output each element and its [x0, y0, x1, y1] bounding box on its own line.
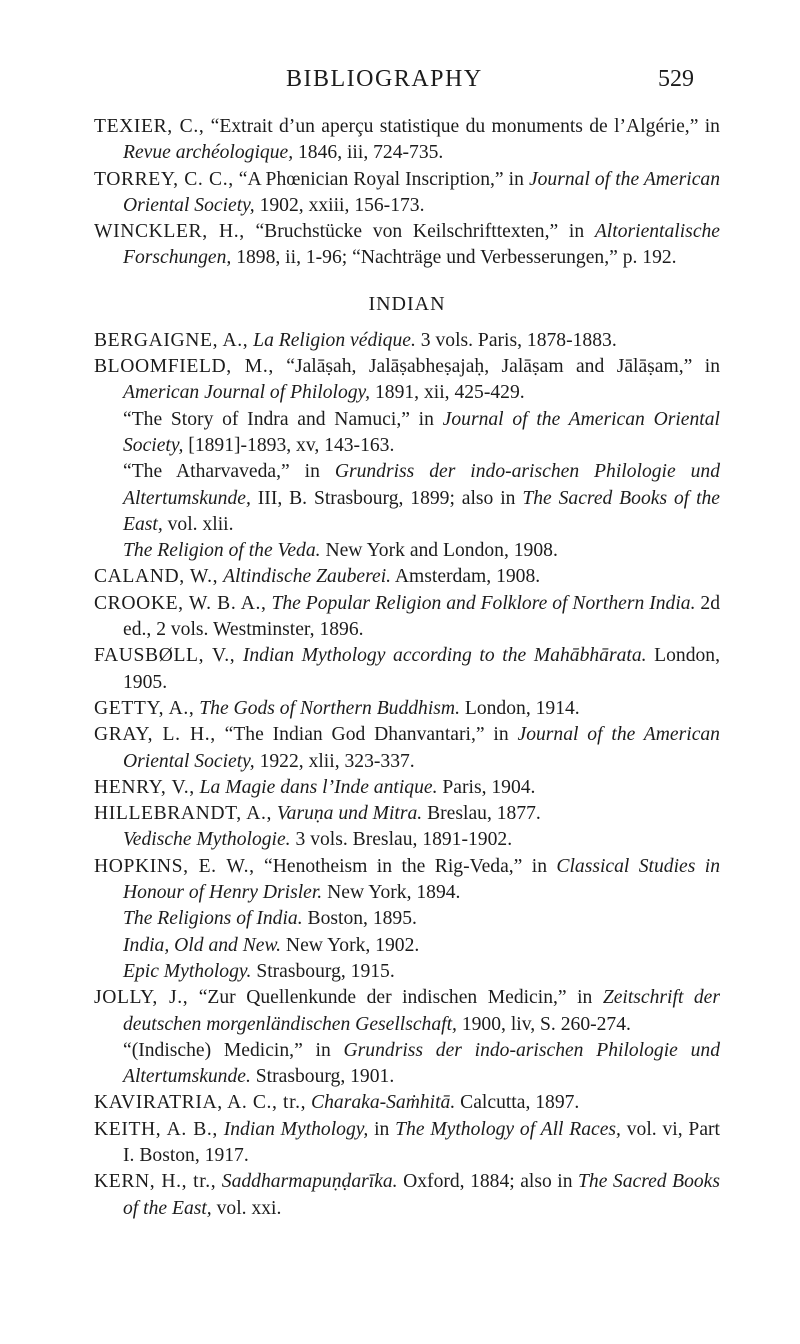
entry-details: Calcutta, 1897.: [455, 1092, 580, 1114]
entry-author: FAUSBØLL, V.,: [94, 645, 236, 667]
entry-title: Saddharmapuṇḍarīka.: [221, 1171, 398, 1193]
entry-title: The Popular Religion and Folklore of Northern India.: [271, 592, 696, 614]
entry-details: [1891]-1893, xv, 143-163.: [183, 434, 395, 456]
entry-title: The Gods of Northern Buddhism.: [199, 697, 460, 719]
entry-details: vol. xxi.: [211, 1197, 282, 1219]
entry-title: American Journal of Philology,: [123, 382, 371, 404]
bibliography-entry: [94, 219, 720, 272]
bibliography-entry: [94, 407, 720, 460]
entry-title: Grundriss der indo-arischen Philologie und Altertumskunde.: [123, 1039, 721, 1088]
bibliography-list: [94, 114, 720, 1222]
entry-text: “Henotheism in the Rig-Veda,” in: [264, 855, 557, 877]
bibliography-indian-section: [94, 328, 720, 1222]
entry-author: KAVIRATRIA, A. C., tr.,: [94, 1092, 307, 1114]
entry-details: 3 vols. Paris, 1878-1883.: [415, 329, 617, 351]
entry-author: CALAND, W.,: [94, 566, 219, 588]
entry-author: GETTY, A.,: [94, 697, 195, 719]
entry-details: Strasbourg, 1915.: [251, 960, 395, 982]
entry-title: La Religion védique.: [253, 329, 416, 351]
bibliography-previous-section: [94, 114, 720, 272]
bibliography-entry: [94, 906, 720, 932]
entry-text: “Extrait d’un aperçu statistique du monuments de l’Algérie,” in: [210, 116, 720, 137]
entry-title: Journal of the American Oriental Society,: [123, 408, 720, 456]
entry-text: “Jalāṣah, Jalāṣabheṣajaḥ, Jalāṣam and Jālāṣam,” in: [286, 356, 720, 378]
entry-author: TEXIER, C.,: [94, 116, 205, 137]
entry-details: London, 1914.: [459, 697, 580, 719]
bibliography-entry: [94, 643, 720, 696]
entry-details: vol. vi, Part I. Boston, 1917.: [123, 1118, 720, 1166]
entry-text: “The Indian God Dhanvantari,” in: [224, 724, 518, 746]
entry-details: 1898, ii, 1-96; “Nachträge und Verbesserungen,” p. 192.: [231, 247, 677, 269]
bibliography-entry: [94, 722, 720, 775]
bibliography-entry: [94, 933, 720, 959]
entry-details: 1900, liv, S. 260-274.: [456, 1013, 631, 1035]
entry-title: India, Old and New.: [123, 934, 282, 956]
section-heading-indian: INDIAN: [368, 292, 446, 315]
entry-author: BLOOMFIELD, M.,: [94, 356, 274, 378]
entry-author: HOPKINS, E. W.,: [94, 855, 255, 877]
entry-details: Breslau, 1877.: [422, 803, 541, 825]
entry-title: Varuṇa und Mitra.: [276, 803, 423, 825]
entry-title: Epic Mythology.: [123, 960, 252, 982]
entry-details: London, 1905.: [123, 645, 720, 693]
bibliography-entry: [94, 1038, 720, 1091]
entry-title: Altindische Zauberei.: [223, 566, 392, 588]
entry-details: III, B. Strasbourg, 1899; also in: [250, 487, 523, 509]
entry-details: 1846, iii, 724-735.: [293, 142, 444, 164]
bibliography-entry: [94, 1117, 720, 1170]
entry-author: BERGAIGNE, A.,: [94, 329, 249, 351]
bibliography-entry: [94, 114, 720, 167]
entry-details: 1891, xii, 425-429.: [370, 382, 525, 404]
entry-details: New York, 1894.: [322, 882, 461, 904]
bibliography-entry: [94, 459, 720, 538]
entry-author: HILLEBRANDT, A.,: [94, 803, 272, 825]
entry-title: Journal of the American Oriental Society,: [123, 168, 720, 216]
entry-details: in: [368, 1118, 396, 1140]
entry-title: The Sacred Books of the East,: [123, 487, 721, 535]
entry-text: “The Story of Indra and Namuci,” in: [123, 408, 443, 430]
entry-details: 3 vols. Breslau, 1891-1902.: [290, 829, 513, 851]
entry-details: Strasbourg, 1901.: [250, 1066, 395, 1088]
bibliography-entry: [94, 1090, 720, 1116]
entry-details: Boston, 1895.: [302, 908, 417, 930]
entry-text: “(Indische) Medicin,” in: [123, 1039, 344, 1061]
bibliography-entry: [94, 538, 720, 564]
entry-title: Vedische Mythologie.: [123, 829, 291, 851]
entry-details: Paris, 1904.: [437, 776, 536, 798]
entry-details: New York and London, 1908.: [320, 540, 558, 562]
entry-details: 1902, xxiii, 156-173.: [254, 194, 425, 216]
bibliography-entry: [94, 827, 720, 853]
entry-title: The Mythology of All Races,: [395, 1118, 621, 1140]
entry-details: Oxford, 1884; also in: [397, 1171, 579, 1193]
entry-author: GRAY, L. H.,: [94, 724, 216, 746]
bibliography-entry: [94, 775, 720, 801]
entry-title: La Magie dans l’Inde antique.: [199, 776, 438, 798]
bibliography-entry: [94, 854, 720, 907]
entry-author: WINCKLER, H.,: [94, 221, 245, 243]
running-header: [0, 66, 800, 106]
entry-text: “A Phœnician Royal Inscription,” in: [238, 168, 529, 190]
bibliography-entry: [94, 564, 720, 590]
bibliography-entry: [94, 696, 720, 722]
bibliography-entry: [94, 801, 720, 827]
bibliography-entry: [94, 985, 720, 1038]
entry-author: KEITH, A. B.,: [94, 1118, 218, 1140]
entry-title: Charaka-Saṁhitā.: [311, 1092, 456, 1114]
entry-title: The Religion of the Veda.: [123, 540, 321, 562]
entry-text: “Bruchstücke von Keilschrifttexten,” in: [255, 221, 595, 243]
entry-title: Zeitschrift der deutschen morgenländischen Gesellschaft,: [123, 987, 721, 1035]
page-number: 529: [658, 66, 694, 92]
entry-title: The Sacred Books of the East,: [123, 1171, 720, 1219]
entry-title: The Religions of India.: [123, 908, 303, 930]
entry-title: Revue archéologique,: [123, 142, 294, 164]
bibliography-entry: [94, 959, 720, 985]
entry-author: CROOKE, W. B. A.,: [94, 592, 267, 614]
bibliography-entry: [94, 167, 720, 220]
entry-details: New York, 1902.: [281, 934, 420, 956]
entry-title: Altorientalische Forschungen,: [123, 221, 721, 269]
entry-author: KERN, H., tr.,: [94, 1171, 217, 1193]
entry-text: “Zur Quellenkunde der indischen Medicin,” in: [198, 987, 603, 1009]
entry-title: Grundriss der indo-arischen Philologie und Altertumskunde,: [123, 461, 720, 509]
entry-author: JOLLY, J.,: [94, 987, 189, 1009]
entry-author: TORREY, C. C.,: [94, 168, 234, 190]
bibliography-entry: [94, 354, 720, 407]
bibliography-entry: [94, 591, 720, 644]
entry-title: Classical Studies in Honour of Henry Drisler.: [123, 855, 720, 904]
entry-text: “The Atharvaveda,” in: [123, 461, 335, 483]
entry-title: Indian Mythology according to the Mahābhārata.: [242, 645, 647, 667]
entry-details: 2d ed., 2 vols. Westminster, 1896.: [123, 592, 720, 641]
entry-details: 1922, xlii, 323-337.: [254, 750, 415, 772]
entry-title: Journal of the American Oriental Society,: [123, 724, 720, 772]
entry-title: Indian Mythology,: [223, 1118, 369, 1140]
entry-details: vol. xlii.: [162, 513, 234, 535]
entry-author: HENRY, V.,: [94, 776, 195, 798]
entry-details: Amsterdam, 1908.: [391, 566, 541, 588]
running-title: BIBLIOGRAPHY: [286, 66, 483, 92]
bibliography-entry: [94, 1169, 720, 1222]
bibliography-entry: [94, 328, 720, 354]
